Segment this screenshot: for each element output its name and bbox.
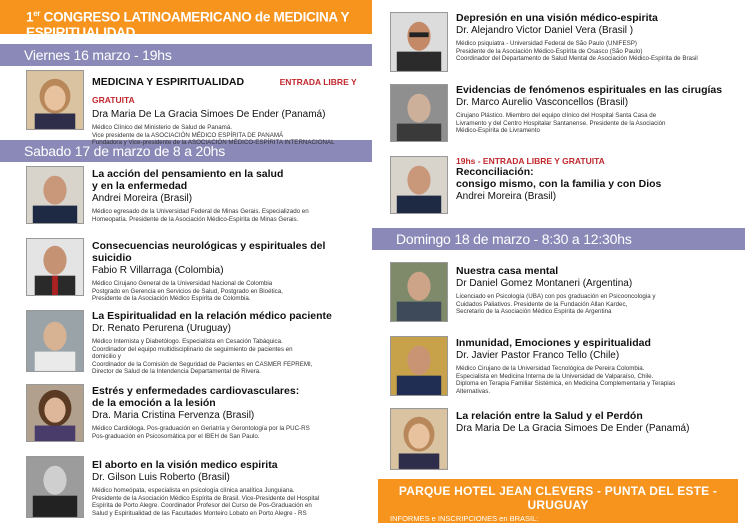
speaker-name: Dra Maria De La Gracia Simoes De Ender (Panamá)	[456, 423, 690, 434]
venue-footer	[378, 479, 738, 532]
speaker-bio	[92, 280, 367, 303]
speaker-photo-vasconcellos	[390, 84, 448, 142]
speaker-photo-ender-2	[390, 408, 448, 470]
speaker-name: Dr. Marco Aurelio Vasconcellos (Brasil)	[456, 97, 629, 108]
session-title-line2: de la emoción a la lesión	[92, 397, 216, 409]
bio-line: Salud y Espiritualidad de las Facultades Monteiro Lobato en Porto Alegre - RS	[92, 509, 307, 517]
speaker-bio	[456, 112, 742, 135]
speaker-bio	[92, 487, 367, 517]
bio-line: Secretario de la Asociación Médico Espírita de Argentina	[456, 308, 612, 316]
session-estres-cardiovascular	[92, 385, 367, 440]
speaker-photo-villarraga	[26, 238, 84, 296]
session-title: Consecuencias neurológicas y espirituales del suicidio	[92, 240, 326, 264]
bio-line: Cirujano Plástico. Miembro del equipo clínico del Hospital Santa Casa de	[456, 112, 657, 119]
speaker-bio	[92, 124, 367, 147]
congress-title: CONGRESO LATINOAMERICANO de MEDICINA Y ESPIRITUALIDAD	[26, 9, 350, 40]
session-title: La acción del pensamiento en la salud	[92, 168, 284, 180]
session-title: Estrés y enfermedades cardiovasculares:	[92, 385, 300, 397]
bio-line: Coordinador del equipo multidisciplinario de seguimiento de pacientes en	[92, 345, 293, 353]
speaker-bio	[92, 425, 367, 440]
bio-line: Espírita de Porto Alegre. Coordinador Profesor del Curso de Pos-Graduación en	[92, 502, 312, 510]
bio-line: Médico-Espírita de Livramento	[456, 127, 540, 135]
session-cirugias	[456, 84, 742, 135]
day-band-saturday: Sabado 17 de marzo de 8 a 20hs	[0, 140, 372, 162]
speaker-photo-ender	[26, 70, 84, 130]
session-title: Depresión en una visión médico-espirita	[456, 12, 658, 24]
speaker-name: Dr. Javier Pastor Franco Tello (Chile)	[456, 350, 620, 361]
speaker-name: Dr. Alejandro Victor Daniel Vera (Brasil )	[456, 25, 634, 36]
session-suicidio	[92, 240, 367, 303]
day-band-sunday: Domingo 18 de marzo - 8:30 a 12:30hs	[372, 228, 745, 250]
session-accion-pensamiento	[92, 168, 367, 223]
bio-line: Presidente de la Asociación Médico Espírita de Brasil. Vice-Presidente del Hospital	[92, 494, 320, 502]
speaker-photo-franco-tello	[390, 336, 448, 396]
session-title-line2: consigo mismo, con la familia y con Dios	[456, 178, 662, 190]
session-title: La Espiritualidad en la relación médico paciente	[92, 310, 332, 322]
bio-line: Licenciado en Psicología (UBA) con pos graduación en Psicooncologia y	[456, 293, 656, 300]
bio-line: Fundadora y Vice-presidente de la ASOCIACIÓN MÉDICO-ESPÍRITA INTERNACIONAL	[92, 139, 335, 147]
session-aborto	[92, 459, 367, 517]
speaker-photo-vera	[390, 12, 448, 72]
bio-line: Médico egresado de la Universidad Federal de Minas Gerais. Especializado en	[92, 208, 309, 215]
speaker-name: Andrei Moreira (Brasil)	[92, 193, 193, 204]
speaker-bio	[456, 293, 742, 316]
speaker-photo-montaneri	[390, 262, 448, 322]
bio-line: Diploma en Terapia Familiar Sistémica, en Medicina Complementaria y Terapias	[456, 380, 676, 388]
bio-line: Presidente de la Asociación Médico-Espírita de Osasco (São Paulo)	[456, 47, 643, 55]
bio-line: Médico Cirujano de la Universidad Tecnológica de Pereira Colombia.	[456, 365, 645, 372]
session-title: MEDICINA Y ESPIRITUALIDAD	[92, 76, 245, 88]
free-entry-tag: ENTRADA LIBRE Y GRATUITA	[92, 77, 357, 105]
session-medicina-espiritualidad	[92, 72, 367, 147]
speaker-bio	[92, 208, 367, 223]
speaker-photo-perurena	[26, 310, 84, 372]
bio-line: Livramento y del Centro Hospitalar Santanense. Presidente de la Asociación	[456, 119, 666, 127]
bio-line: Coordinador del Departamento de Salud Mental de Asociación Médico-Espírita de Brasil	[456, 55, 698, 63]
bio-line: Vice presidente de la ASOCIACIÓN MÉDICO ESPÍRITA DE PANAMÁ	[92, 131, 284, 139]
speaker-name: Dra. Maria Cristina Fervenza (Brasil)	[92, 410, 255, 421]
speaker-bio	[92, 338, 367, 376]
session-title-line2: y en la enfermedad	[92, 180, 188, 192]
session-title: El aborto en la visión medico espirita	[92, 459, 278, 471]
bio-line: Pos-graduación en Psicosomática por el IBEH de San Paulo.	[92, 432, 260, 440]
speaker-photo-moreira-2	[390, 156, 448, 214]
session-reconciliacion	[456, 156, 742, 203]
session-title: La relación entre la Salud y el Perdón	[456, 410, 643, 422]
session-inmunidad	[456, 337, 742, 395]
congress-number: 1	[26, 9, 34, 25]
bio-line: Médico Internista y Diabetólogo. Especialista en Cesación Tabáquica.	[92, 338, 283, 345]
session-casa-mental	[456, 265, 742, 316]
speaker-name: Dr. Renato Perurena (Uruguay)	[92, 323, 231, 334]
speaker-name: Dr Daniel Gomez Montaneri (Argentina)	[456, 278, 633, 289]
session-title: Evidencias de fenómenos espirituales en las cirugías	[456, 84, 723, 96]
free-entry-tag: 19hs - ENTRADA LIBRE Y GRATUITA	[456, 156, 605, 166]
info-line: INFORMES e INSCRIPCIONES en BRASIL:	[390, 514, 539, 523]
bio-line: Cuidados Paliativos. Presidente de la Fundación Allan Kardec,	[456, 300, 628, 308]
session-depresion	[456, 12, 742, 63]
speaker-name: Fabio R Villarraga (Colombia)	[92, 265, 224, 276]
session-salud-perdon	[456, 410, 742, 435]
speaker-bio	[456, 40, 742, 63]
bio-line: Presidente de la Asociación Médico Espírita de Colombia.	[92, 295, 251, 303]
speaker-name: Dr. Gilson Luis Roberto (Brasil)	[92, 472, 230, 483]
session-title: Reconciliación:	[456, 166, 534, 178]
session-title: Inmunidad, Emociones y espiritualidad	[456, 337, 651, 349]
bio-line: Médico Clínico del Ministerio de Salud de Panamá.	[92, 124, 232, 131]
contact-line: tel. (55)32411476 - (55)981356768 - facebook @ AME-Livramento - valor R$130	[390, 523, 658, 532]
speaker-photo-fervenza	[26, 384, 84, 442]
bio-line: Coordinador de la Comisión de Seguridad de Pacientes en CASMER FEPREMI,	[92, 360, 313, 368]
speaker-bio	[456, 365, 742, 395]
session-relacion-medico-paciente	[92, 310, 367, 376]
bio-line: Homeopatía. Presidente de la Asociación Médico-Espírita de Minas Gerais.	[92, 215, 299, 223]
bio-line: Especialista en Medicina Interna de la Universidad de Valparaíso, Chile.	[456, 372, 654, 380]
congress-title-banner	[0, 0, 372, 40]
speaker-photo-moreira	[26, 166, 84, 224]
speaker-name: Andrei Moreira (Brasil)	[456, 191, 557, 202]
bio-line: Médico Cirujano General de la Universidad Nacional de Colombia	[92, 280, 273, 287]
bio-line: Postgrado en Gerencia en Servicios de Salud, Postgrado en Bioética,	[92, 287, 283, 295]
bio-line: Médico Cardióloga. Pos-graduación en Geriatría y Gerontología por la PUC-RS	[92, 425, 310, 432]
speaker-name: Dra Maria De La Gracia Simoes De Ender (Panamá)	[92, 109, 326, 120]
session-title: Nuestra casa mental	[456, 265, 559, 277]
venue-title: PARQUE HOTEL JEAN CLEVERS - PUNTA DEL ESTE - URUGUAY	[398, 484, 718, 512]
bio-line: Médico psiquiatra - Universidad Federal de São Paulo (UNIFESP)	[456, 40, 637, 47]
bio-line: domicilio y	[92, 353, 121, 361]
bio-line: Director de Salud de la Intendencia Departamental de Rivera.	[92, 368, 261, 376]
bio-line: Alternativas.	[456, 387, 491, 395]
speaker-photo-roberto	[26, 456, 84, 518]
bio-line: Médico homeópata, especialista en psicología clínica analítica Junguiana.	[92, 487, 295, 494]
congress-number-suffix: er	[33, 9, 41, 18]
day-band-friday: Viernes 16 marzo - 19hs	[0, 44, 372, 66]
